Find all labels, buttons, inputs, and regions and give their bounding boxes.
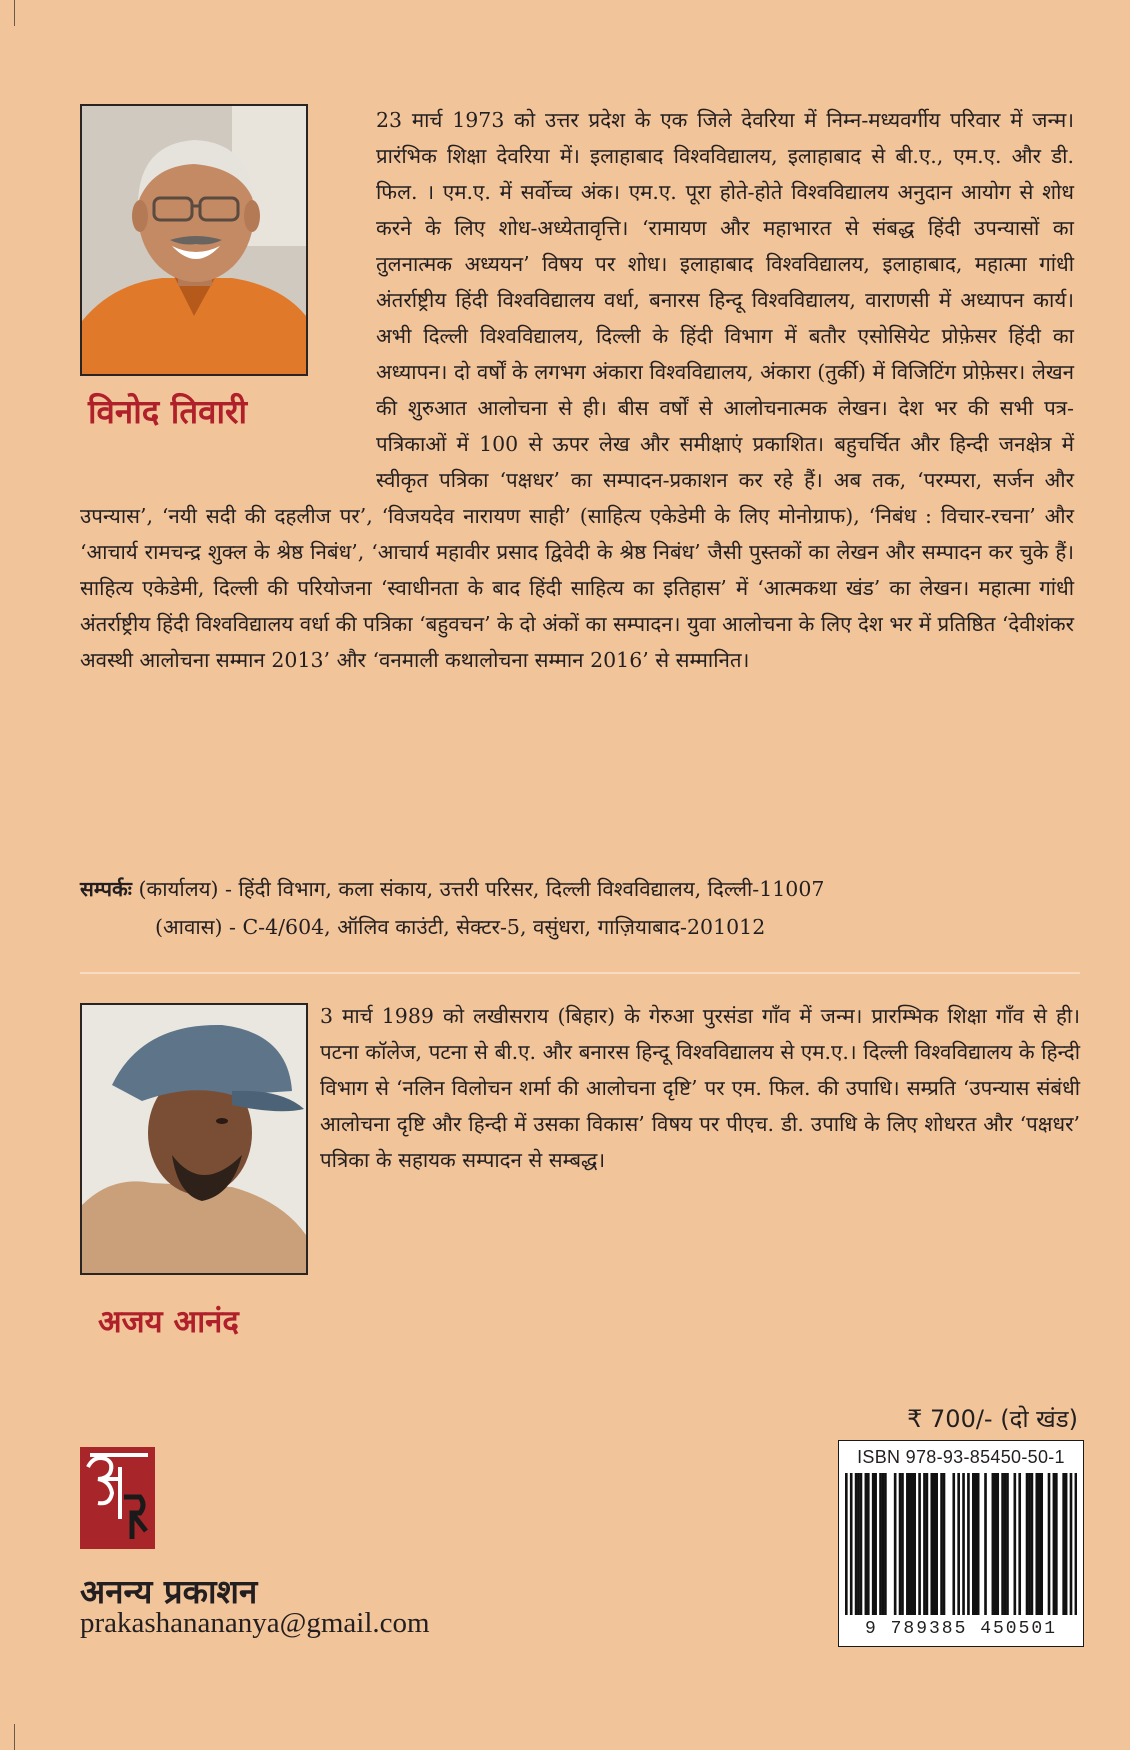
author1-contact: [80, 870, 1080, 946]
isbn-number: ISBN 978-93-85450-50-1: [857, 1447, 1065, 1467]
author2-bio: 3 मार्च 1989 को लखीसराय (बिहार) के गेरुआ पुरसंडा गाँव में जन्म। प्रारम्भिक शिक्षा गाँव से ही। पटना कॉलेज, पटना से बी.ए. और बनारस हिन्दू विश्वविद्यालय से एम.ए.। दिल्ली विश्वविद्यालय के हिन्दी विभाग से ‘नलिन विलोचन शर्मा की आलोचना दृष्टि’ पर एम. फिल. की उपाधि। सम्प्रति ‘उपन्यास संबंधी आलोचना दृष्टि और हिन्दी में उसका विकास’ विषय पर पीएच. डी. उपाधि के लिए शोधरत और ‘पक्षधर’ पत्रिका के सहायक सम्पादन से सम्बद्ध।: [320, 1004, 1080, 1172]
barcode-bar: [1018, 1473, 1021, 1615]
author2-name: अजय आनंद: [98, 1304, 239, 1340]
barcode-bar: [977, 1473, 980, 1615]
barcode-bar: [1053, 1473, 1056, 1615]
barcode-bars: [845, 1473, 1077, 1615]
contact-home: (आवास) - C-4/604, ऑलिव काउंटी, सेक्टर-5, वसुंधरा, गाज़ियाबाद-201012: [155, 915, 766, 939]
barcode-bar: [899, 1473, 902, 1615]
barcode-bar: [992, 1473, 995, 1615]
barcode-bar: [874, 1473, 877, 1615]
publisher-logo-mark: [80, 1447, 155, 1549]
barcode-bar: [913, 1473, 916, 1615]
barcode-bar: [943, 1473, 946, 1615]
barcode-bar: [1006, 1473, 1009, 1615]
author1-bio: [80, 102, 1074, 678]
barcode-bar: [911, 1473, 914, 1615]
isbn-barcode: [838, 1440, 1084, 1647]
barcode-bar: [933, 1473, 936, 1615]
barcode-bar: [872, 1473, 875, 1615]
barcode-bar: [1048, 1473, 1051, 1615]
barcode-bar: [1055, 1473, 1058, 1615]
barcode-bar: [918, 1473, 921, 1615]
contact-office-line: [80, 870, 1080, 908]
barcode-bar: [867, 1473, 870, 1615]
barcode-bar: [962, 1473, 965, 1615]
publisher-name: अनन्य प्रकाशन: [80, 1572, 258, 1611]
section-divider: [80, 972, 1080, 974]
barcode-bar: [952, 1473, 955, 1615]
barcode-bar: [1004, 1473, 1007, 1615]
barcode-bar: [855, 1473, 858, 1615]
barcode-bar: [1026, 1473, 1029, 1615]
barcode-bar: [1014, 1473, 1017, 1615]
barcode-bar: [850, 1473, 853, 1615]
barcode-bar: [857, 1473, 860, 1615]
barcode-bar: [926, 1473, 929, 1615]
barcode-bar: [884, 1473, 887, 1615]
author1-bio-text: 23 मार्च 1973 को उत्तर प्रदेश के एक जिले देवरिया में निम्न-मध्यवर्गीय परिवार में जन्म। प्रारंभिक शिक्षा देवरिया में। इलाहाबाद विश्वविद्यालय, इलाहाबाद से बी.ए., एम.ए. और डी. फिल. । एम.ए. में सर्वोच्च अंक। एम.ए. पूरा होते-होते विश्वविद्यालय अनुदान आयोग से शोध करने के लिए शोध-अध्येतावृत्ति। ‘रामायण और महाभारत से संबद्ध हिंदी उपन्यासों का तुलनात्मक अध्ययन’ विषय पर शोध। इलाहाबाद विश्वविद्यालय, इलाहाबाद, महात्मा गांधी अंतर्राष्ट्रीय हिंदी विश्वविद्यालय वर्धा, बनारस हिन्दू विश्वविद्यालय, वाराणसी में अध्यापन कार्य। अभी दिल्ली विश्वविद्यालय, दिल्ली के हिंदी विभाग में बतौर एसोसियेट प्रोफ़ेसर हिंदी का अध्यापन। दो वर्षों के लगभग अंकारा विश्वविद्यालय, अंकारा (तुर्की) में विजिटिंग प्रोफ़ेसर। लेखन की शुरुआत आलोचना से ही। बीस वर्षों से आलोचनात्मक लेखन। देश भर की सभी पत्र-पत्रिकाओं में 100 से ऊपर लेख और समीक्षाएं प्रकाशित। बहुचर्चित और हिन्दी जनक्षेत्र में स्वीकृत पत्रिका ‘पक्षधर’ का सम्पादन-प्रकाशन कर रहे हैं। अब तक, ‘परम्परा, सर्जन और उपन्यास’, ‘नयी सदी की दहलीज पर’, ‘विजयदेव नारायण साही’ (साहित्य एकेडेमी के लिए मोनोग्राफ), ‘निबंध : विचार-रचना’ और ‘आचार्य रामचन्द्र शुक्ल के श्रेष्ठ निबंध’, ‘आचार्य महावीर प्रसाद द्विवेदी के श्रेष्ठ निबंध’ जैसी पुस्तकों का लेखन और सम्पादन कर चुके हैं। साहित्य एकेडेमी, दिल्ली की परियोजना ‘स्वाधीनता के बाद हिंदी साहित्य का इतिहास’ में ‘आत्मकथा खंड’ का लेखन। महात्मा गांधी अंतर्राष्ट्रीय हिंदी विश्वविद्यालय वर्धा की पत्रिका ‘बहुवचन’ के दो अंकों का सम्पादन। युवा आलोचना के लिए देश भर में प्रतिष्ठित ‘देवीशंकर अवस्थी आलोचना सम्मान 2013’ और ‘वनमाली कथालोचना सम्मान 2016’ से सम्मानित।: [80, 108, 1074, 672]
barcode-bar: [984, 1473, 987, 1615]
barcode-bar: [845, 1473, 848, 1615]
author2-photo: [80, 1003, 308, 1275]
barcode-bar: [972, 1473, 975, 1615]
barcode-digits: 9 789385 450501: [864, 1619, 1058, 1639]
barcode-bar: [908, 1473, 911, 1615]
barcode-bar: [894, 1473, 897, 1615]
barcode-bar: [1035, 1473, 1038, 1615]
barcode-bar: [996, 1473, 999, 1615]
barcode-bar: [1065, 1473, 1068, 1615]
author1-name: विनोद तिवारी: [88, 392, 248, 431]
barcode-bar: [974, 1473, 977, 1615]
barcode-bar: [1040, 1473, 1043, 1615]
barcode-bar: [957, 1473, 960, 1615]
barcode-bar: [882, 1473, 885, 1615]
barcode-bar: [865, 1473, 868, 1615]
barcode-bar: [1062, 1473, 1065, 1615]
publisher-email: prakashanananya@gmail.com: [80, 1607, 430, 1639]
barcode-bar: [860, 1473, 863, 1615]
contact-label: सम्पर्कः: [80, 877, 132, 901]
contact-home-line: [80, 908, 1080, 946]
barcode-bar: [901, 1473, 904, 1615]
barcode-bar: [994, 1473, 997, 1615]
barcode-bar: [967, 1473, 970, 1615]
barcode-bar: [923, 1473, 926, 1615]
bio-photo-spacer: [80, 102, 376, 498]
contact-office: (कार्यालय) - हिंदी विभाग, कला संकाय, उत्तरी परिसर, दिल्ली विश्वविद्यालय, दिल्ली-11007: [138, 877, 825, 901]
barcode-bar: [879, 1473, 882, 1615]
barcode-bar: [1070, 1473, 1073, 1615]
barcode-bar: [930, 1473, 933, 1615]
author2-portrait-image: [82, 1005, 306, 1273]
publisher-logo: [80, 1447, 155, 1549]
barcode-bar: [906, 1473, 909, 1615]
barcode-bar: [1038, 1473, 1041, 1615]
crop-mark-bottom-left: [14, 1724, 15, 1750]
barcode-bar: [1001, 1473, 1004, 1615]
crop-mark-top-left: [14, 0, 15, 26]
barcode-bar: [1031, 1473, 1034, 1615]
barcode-bar: [1075, 1473, 1077, 1615]
price-label: ₹ 700/- (दो खंड): [907, 1405, 1078, 1433]
barcode-bar: [935, 1473, 938, 1615]
barcode-bar: [940, 1473, 943, 1615]
barcode-bar: [1028, 1473, 1031, 1615]
